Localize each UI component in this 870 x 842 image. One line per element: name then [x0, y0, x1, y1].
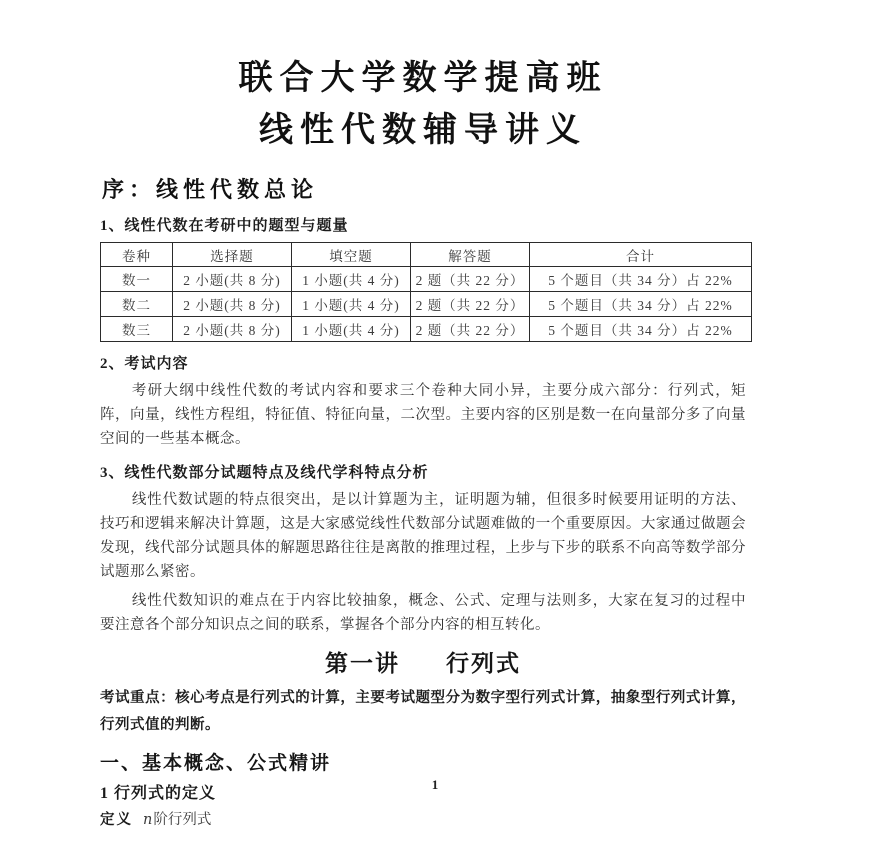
section1-heading: 一、基本概念、公式精讲	[100, 753, 332, 774]
table-cell: 2 题（共 22 分）	[411, 292, 530, 317]
features-paragraph-2: 线性代数知识的难点在于内容比较抽象，概念、公式、定理与法则多，大家在复习的过程中要注意各个部分知识点之间的联系，掌握各个部分内容的相互转化。	[100, 593, 746, 633]
score-distribution-table	[100, 242, 752, 342]
table-cell: 2 小题(共 8 分)	[173, 292, 292, 317]
document-title-line1: 联合大学数学提高班	[238, 60, 608, 97]
table-cell: 1 小题(共 4 分)	[292, 317, 411, 342]
chapter-label: 第一讲	[325, 651, 400, 676]
table-header-exam-type: 卷种	[101, 243, 173, 267]
document-content	[100, 0, 746, 830]
table-header-choice: 选择题	[173, 243, 292, 267]
table-header-row	[101, 243, 752, 267]
page-number: 1	[431, 777, 439, 792]
table-header-blank: 填空题	[292, 243, 411, 267]
content-paragraph: 考研大纲中线性代数的考试内容和要求三个卷种大同小异，主要分成六部分：行列式，矩阵，向量，线性方程组，特征值、特征向量，二次型。主要内容的区别是数一在向量部分多了向量空间的一些基本概念。	[100, 383, 746, 447]
document-title-line2: 线性代数辅导讲义	[259, 112, 587, 149]
definition-line	[100, 810, 746, 830]
exam-focus-paragraph: 考试重点：核心考点是行列式的计算，主要考试题型分为数字型行列式计算，抽象型行列式计算，行列式值的判断。	[100, 690, 746, 733]
table-cell: 2 小题(共 8 分)	[173, 267, 292, 292]
table-cell: 5 个题目（共 34 分）占 22%	[530, 292, 752, 317]
chapter-title: 行列式	[446, 651, 521, 676]
table-cell: 数二	[101, 292, 173, 317]
table-cell: 1 小题(共 4 分)	[292, 292, 411, 317]
features-heading: 3、线性代数部分试题特点及线代学科特点分析	[100, 465, 429, 481]
table-row	[101, 317, 752, 342]
table-cell: 1 小题(共 4 分)	[292, 267, 411, 292]
table-cell: 数一	[101, 267, 173, 292]
definition-variable-n: n	[143, 812, 153, 828]
table-cell: 数三	[101, 317, 173, 342]
table-header-solution: 解答题	[411, 243, 530, 267]
chapter-heading	[100, 649, 746, 679]
preface-heading: 序：线性代数总论	[102, 177, 319, 202]
table-cell: 2 题（共 22 分）	[411, 267, 530, 292]
table-header-total: 合计	[530, 243, 752, 267]
sub1-heading: 1 行列式的定义	[100, 785, 217, 802]
definition-label: 定义	[100, 812, 133, 828]
table-cell: 2 题（共 22 分）	[411, 317, 530, 342]
table-cell: 5 个题目（共 34 分）占 22%	[530, 267, 752, 292]
table-row	[101, 292, 752, 317]
features-paragraph-1: 线性代数试题的特点很突出，是以计算题为主，证明题为辅，但很多时候要用证明的方法、技巧和逻辑来解决计算题，这是大家感觉线性代数部分试题难做的一个重要原因。大家通过做题会发现，线代部分试题具体的解题思路往往是离散的推理过程，上步与下步的联系不向高等数学部分试题那么紧密。	[100, 492, 746, 580]
table-cell: 5 个题目（共 34 分）占 22%	[530, 317, 752, 342]
questions-heading: 1、线性代数在考研中的题型与题量	[100, 218, 349, 234]
table-row	[101, 267, 752, 292]
definition-rest: 阶行列式	[153, 812, 212, 828]
table-cell: 2 小题(共 8 分)	[173, 317, 292, 342]
content-heading: 2、考试内容	[100, 356, 189, 372]
